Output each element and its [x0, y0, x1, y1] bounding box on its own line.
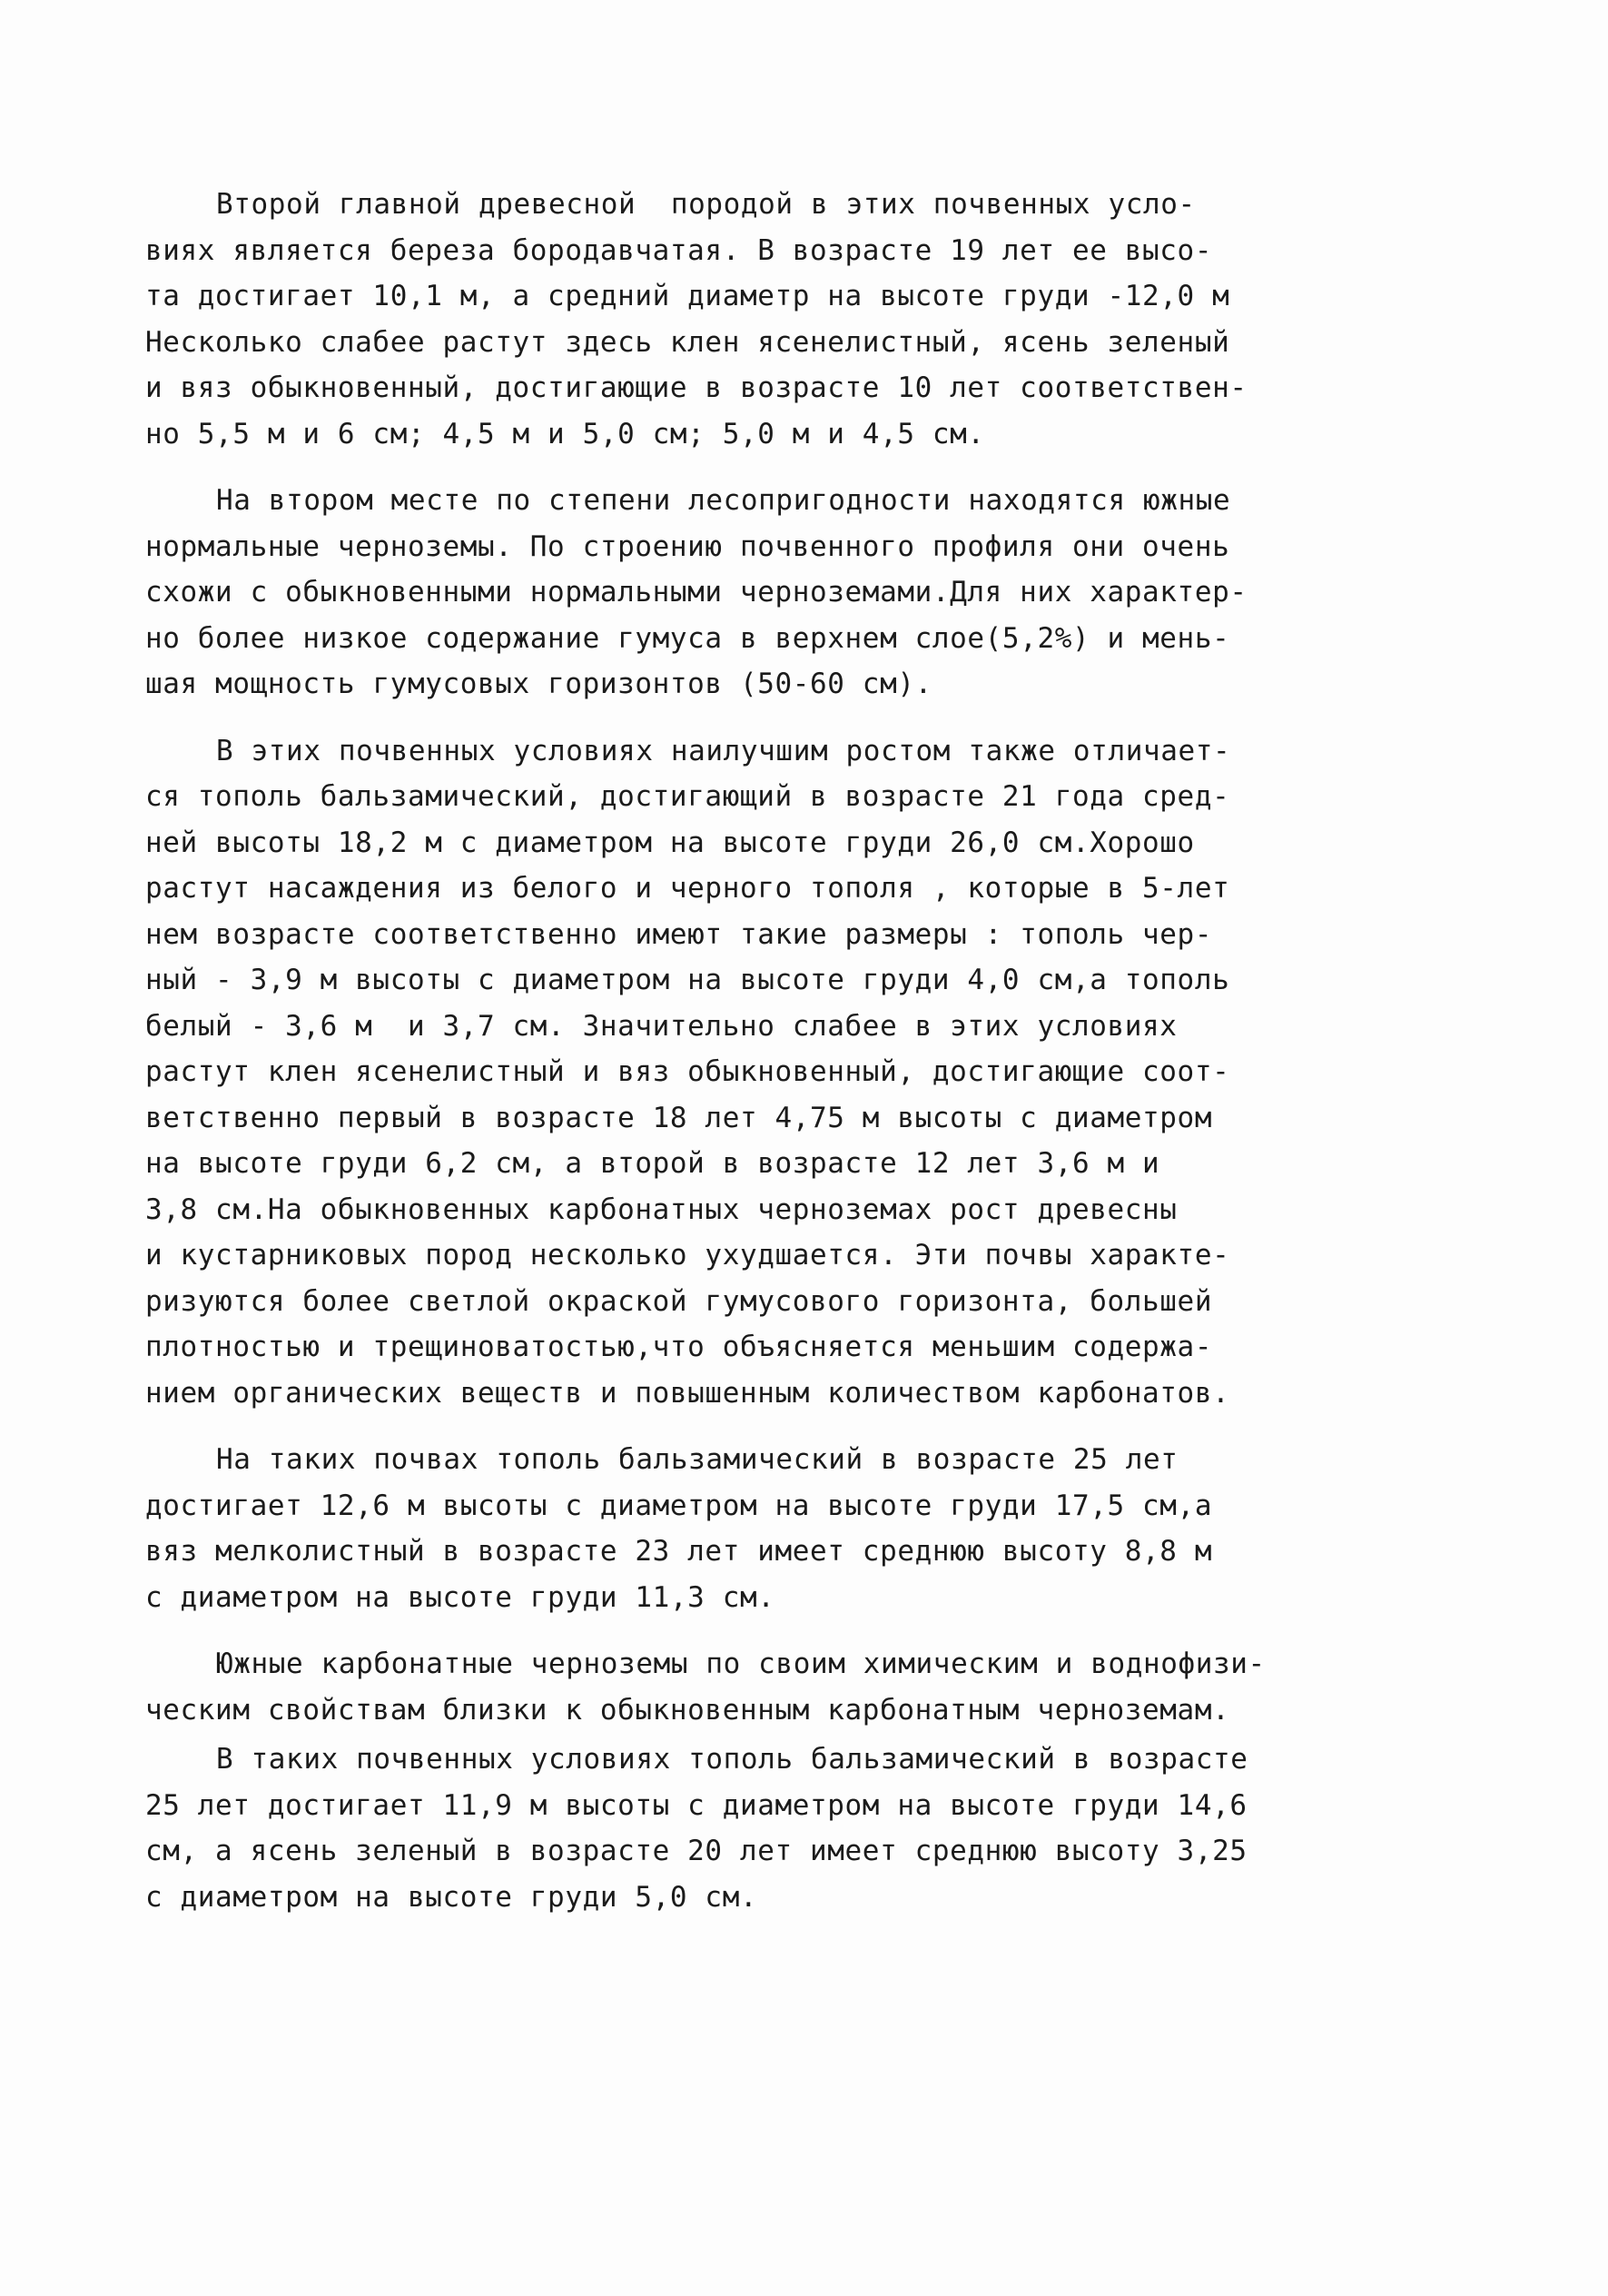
- text-line: нем возрасте соответственно имеют такие размеры : тополь чер-: [145, 917, 1213, 951]
- paragraph-birch: [145, 182, 1362, 457]
- paragraph-southern-chernozems: [145, 478, 1362, 708]
- text-line: и вяз обыкновенный, достигающие в возрасте 10 лет соответствен-: [145, 371, 1248, 404]
- text-line: нием органических веществ и повышенным количеством карбонатов.: [145, 1376, 1230, 1410]
- paragraph-carbonate-chernozems: [145, 1641, 1362, 1733]
- text-line: В таких почвенных условиях тополь бальзамический в возрасте: [216, 1743, 1248, 1776]
- text-line: В этих почвенных условиях наилучшим ростом также отличает-: [216, 734, 1231, 767]
- text-line: Южные карбонатные черноземы по своим химическим и воднофизи-: [216, 1648, 1266, 1680]
- text-line: но 5,5 м и 6 см; 4,5 м и 5,0 см; 5,0 м и 4,5 см.: [145, 417, 985, 450]
- paragraph-poplar-growth: [145, 728, 1362, 1417]
- text-line: ный - 3,9 м высоты с диаметром на высоте груди 4,0 см,а тополь: [145, 964, 1230, 996]
- text-line: виях является береза бородавчатая. В возрасте 19 лет ее высо-: [145, 233, 1213, 267]
- paragraph-balsam-poplar: [145, 1437, 1362, 1620]
- document-body: [145, 182, 1362, 1941]
- text-line: шая мощность гумусовых горизонтов (50-60 см).: [145, 668, 932, 700]
- text-line: но более низкое содержание гумуса в верхнем слое(5,2%) и мень-: [145, 621, 1230, 655]
- text-line: На втором месте по степени лесопригодности находятся южные: [216, 484, 1231, 517]
- text-line: вяз мелколистный в возрасте 23 лет имеет среднюю высоту 8,8 м: [145, 1535, 1213, 1568]
- text-line: с диаметром на высоте груди 5,0 см.: [145, 1880, 758, 1914]
- text-line: растут насаждения из белого и черного тополя , которые в 5-лет: [145, 872, 1230, 905]
- text-line: 3,8 см.На обыкновенных карбонатных черноземах рост древесны: [145, 1193, 1178, 1226]
- text-line: нормальные черноземы. По строению почвенного профиля они очень: [145, 529, 1230, 563]
- text-line: ческим свойствам близки к обыкновенным карбонатным черноземам.: [145, 1693, 1230, 1727]
- text-line: ветственно первый в возрасте 18 лет 4,75 м высоты с диаметром: [145, 1101, 1213, 1134]
- text-line: ней высоты 18,2 м с диаметром на высоте груди 26,0 см.Хорошо: [145, 826, 1195, 859]
- text-line: плотностью и трещиноватостью,что объясняется меньшим содержа-: [145, 1331, 1213, 1363]
- text-line: с диаметром на высоте груди 11,3 см.: [145, 1580, 775, 1614]
- text-line: схожи с обыкновенными нормальными черноземами.Для них характер-: [145, 576, 1248, 609]
- text-line: ризуются более светлой окраской гумусового горизонта, большей: [145, 1284, 1213, 1318]
- text-line: растут клен ясенелистный и вяз обыкновенный, достигающие соот-: [145, 1055, 1230, 1088]
- text-line: ся тополь бальзамический, достигающий в возрасте 21 года сред-: [145, 780, 1230, 813]
- text-line: На таких почвах тополь бальзамический в возрасте 25 лет: [216, 1443, 1179, 1476]
- text-line: Несколько слабее растут здесь клен ясенелистный, ясень зеленый: [145, 325, 1230, 359]
- text-line: и кустарниковых пород несколько ухудшается. Эти почвы характе-: [145, 1239, 1230, 1272]
- text-line: 25 лет достигает 11,9 м высоты с диаметром на высоте груди 14,6: [145, 1788, 1248, 1822]
- text-line: на высоте груди 6,2 см, а второй в возрасте 12 лет 3,6 м и: [145, 1147, 1160, 1180]
- text-line: белый - 3,6 м и 3,7 см. Значительно слабее в этих условиях: [145, 1009, 1178, 1043]
- text-line: см, а ясень зеленый в возрасте 20 лет имеет среднюю высоту 3,25: [145, 1835, 1248, 1867]
- paragraph-final-conditions: [145, 1737, 1362, 1920]
- text-line: Второй главной древесной породой в этих почвенных усло-: [216, 188, 1196, 221]
- text-line: та достигает 10,1 м, а средний диаметр на высоте груди -12,0 м: [145, 280, 1230, 312]
- text-line: достигает 12,6 м высоты с диаметром на высоте груди 17,5 см,а: [145, 1489, 1213, 1522]
